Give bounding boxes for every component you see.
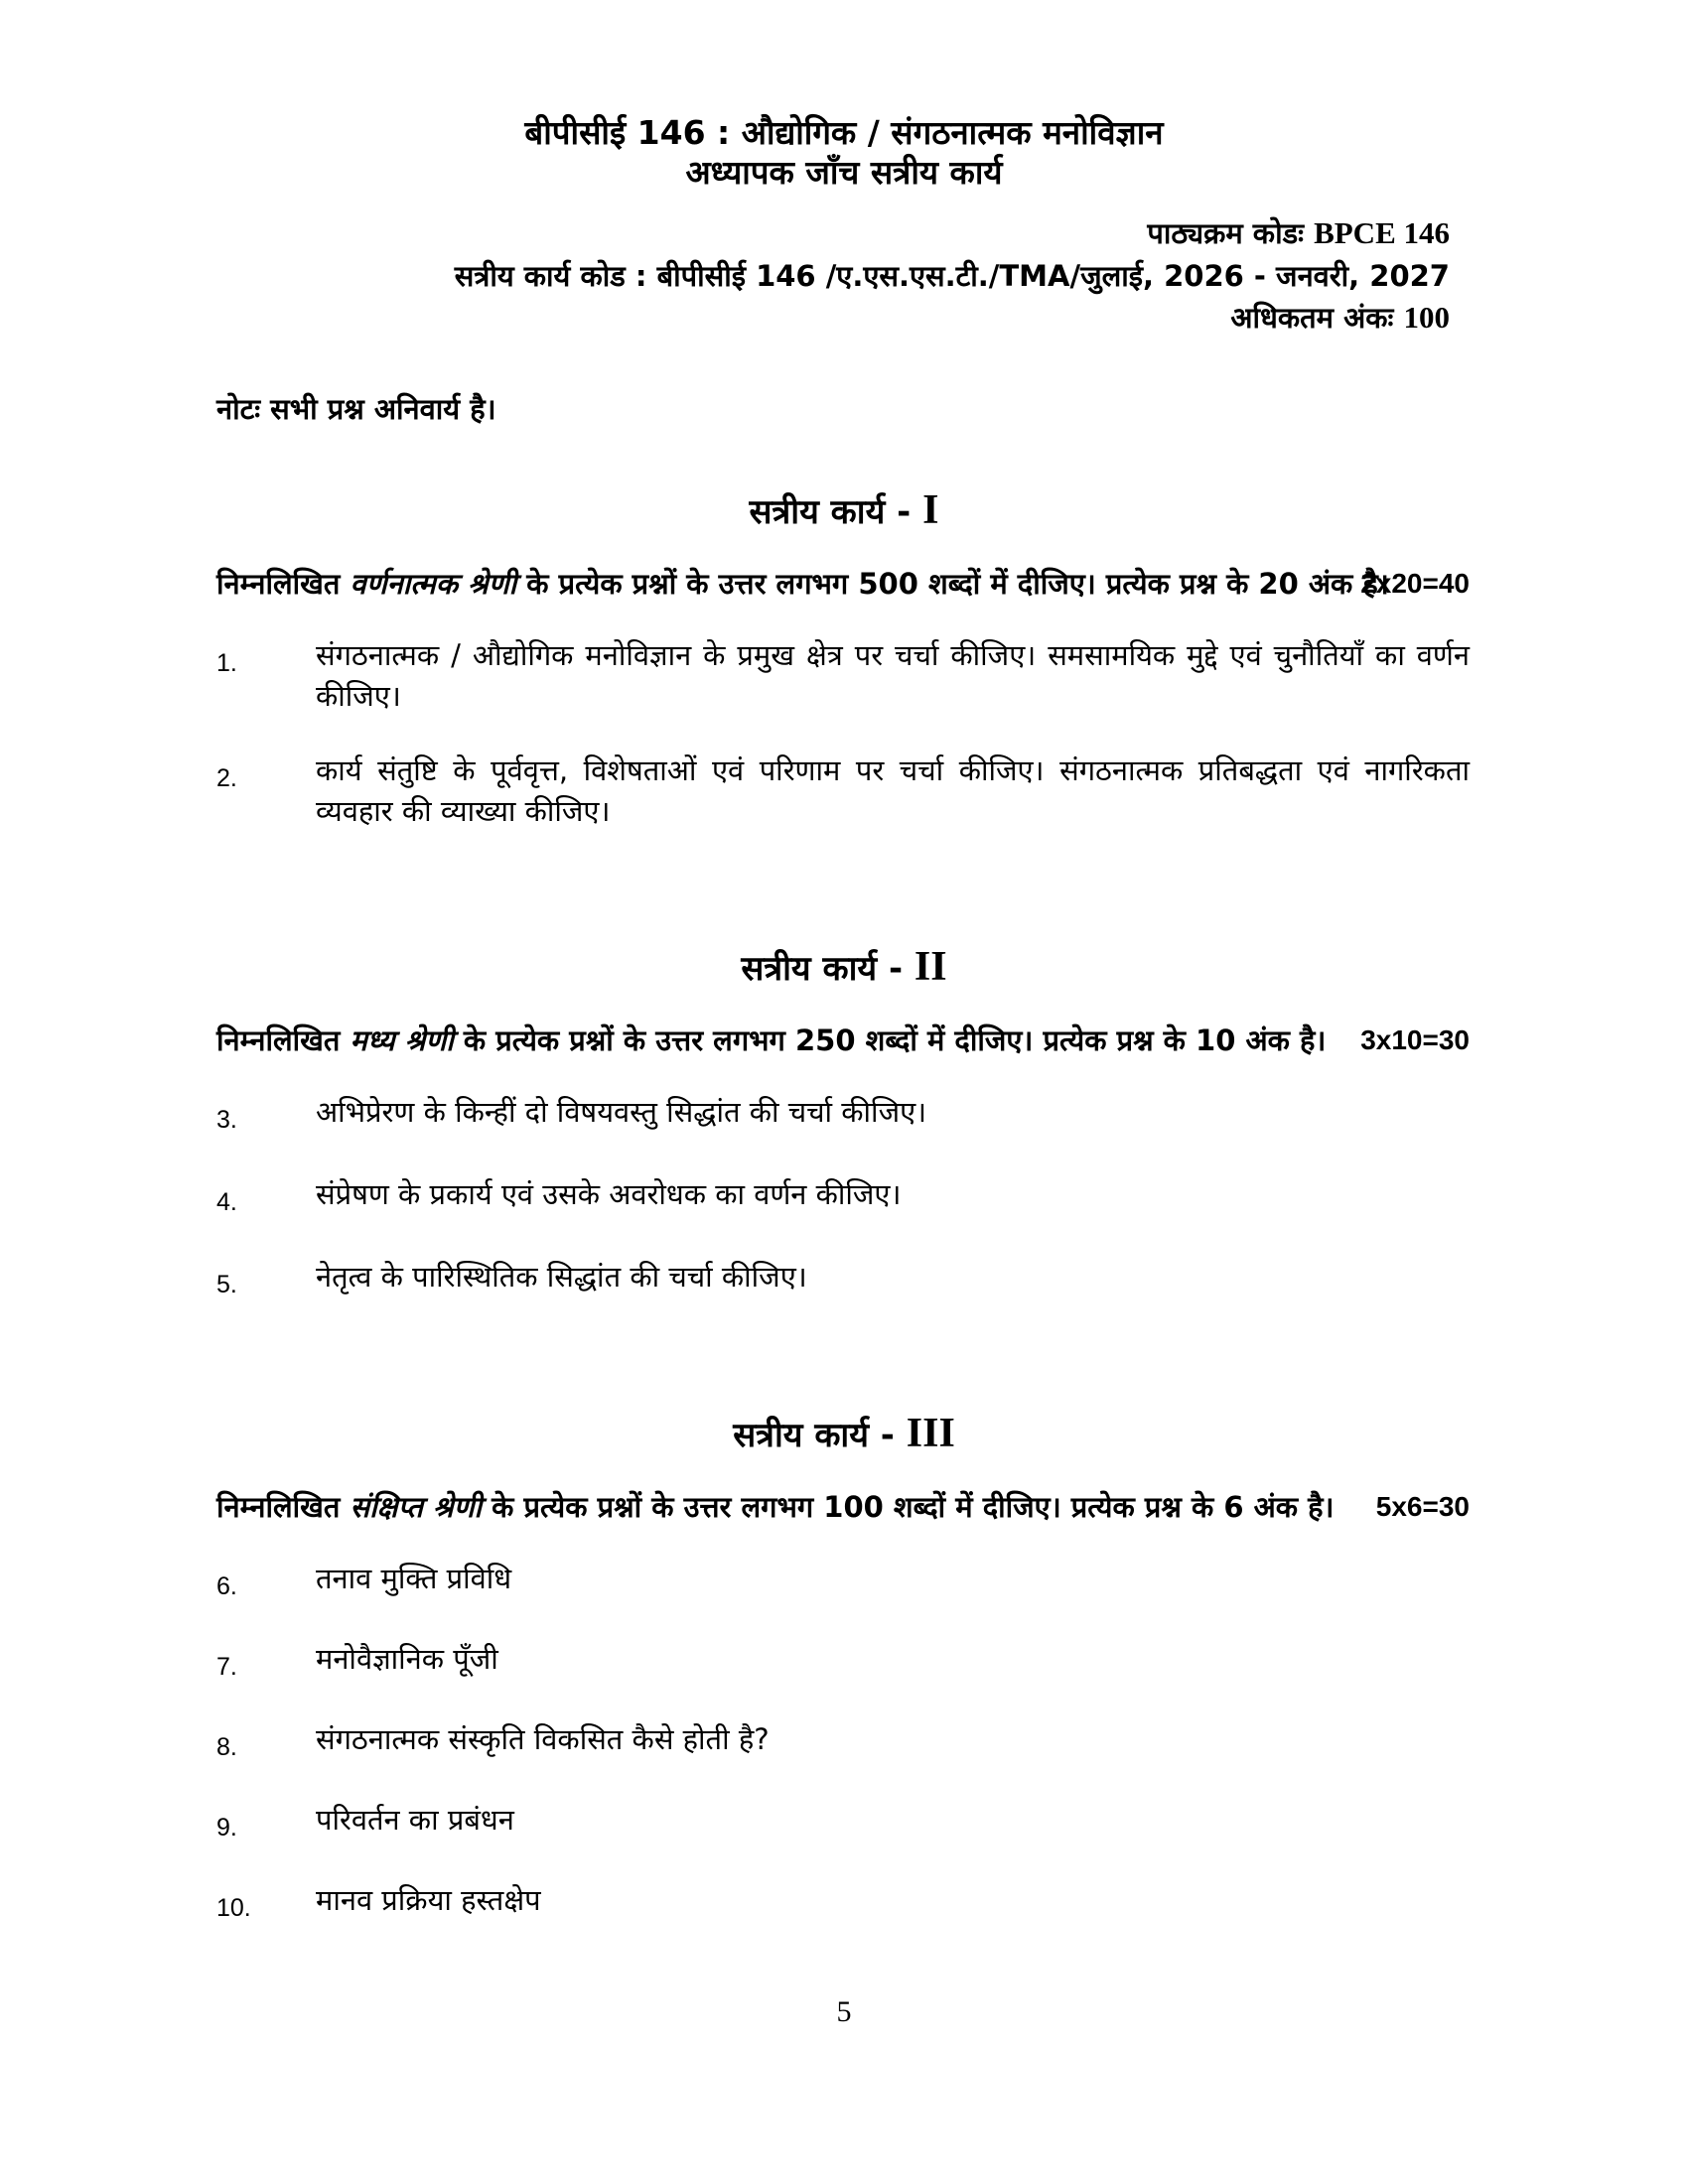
document-subtitle: अध्यापक जाँच सत्रीय कार्य <box>685 153 1003 192</box>
section-marks: 3x10=30 <box>1360 1024 1470 1055</box>
section-roman-numeral: III <box>906 1411 955 1456</box>
section-instructions <box>216 562 1470 606</box>
question-number: 9. <box>216 1814 237 1842</box>
section-roman-numeral: II <box>914 944 947 990</box>
question-item <box>216 1257 1470 1305</box>
section-heading-label: सत्रीय कार्य - <box>741 949 904 989</box>
question-number: 10. <box>216 1894 251 1922</box>
question-text: मनोवैज्ञानिक पूँजी <box>316 1642 498 1676</box>
max-marks-label: अधिकतम अंकः <box>1230 301 1394 335</box>
course-code: BPCE 146 <box>1314 215 1450 250</box>
question-item <box>216 1559 1470 1607</box>
question-number: 3. <box>216 1106 237 1134</box>
question-number: 1. <box>216 649 237 677</box>
section-marks: 5x6=30 <box>1375 1491 1470 1522</box>
section-heading-label: सत्रीय कार्य - <box>733 1416 895 1455</box>
section-roman-numeral: I <box>922 487 939 533</box>
assignment-code: बीपीसीई 146 /ए.एस.एस.टी./TMA/जुलाई, 2026 - जनवरी, 2027 <box>656 259 1450 293</box>
page-number: 5 <box>836 1995 852 2028</box>
question-item <box>216 1174 1470 1223</box>
max-marks: 100 <box>1403 300 1450 335</box>
section-1 <box>0 486 1688 866</box>
question-number: 5. <box>216 1271 237 1298</box>
section-2 <box>0 943 1688 1339</box>
question-number: 7. <box>216 1653 237 1681</box>
section-heading <box>0 486 1688 534</box>
section-3 <box>0 1410 1688 1961</box>
instr-category: मध्य श्रेणी <box>350 1024 454 1057</box>
question-item <box>216 1639 1470 1688</box>
section-instructions <box>216 1019 1470 1062</box>
question-item <box>216 635 1470 717</box>
instr-prefix: निम्नलिखित <box>216 1024 341 1057</box>
question-text: नेतृत्व के पारिस्थितिक सिद्धांत की चर्चा कीजिए। <box>316 1260 807 1294</box>
section-heading <box>0 1410 1688 1457</box>
question-list <box>216 1559 1470 1929</box>
question-text: अभिप्रेरण के किन्हीं दो विषयवस्तु सिद्धांत की चर्चा कीजिए। <box>316 1095 927 1129</box>
question-text: संगठनात्मक संस्कृति विकसित कैसे होती है? <box>316 1722 770 1756</box>
instr-suffix: के प्रत्येक प्रश्नों के उत्तर लगभग 500 शब्दों में दीजिए। प्रत्येक प्रश्न के 20 अंक है। <box>526 567 1389 601</box>
question-text: परिवर्तन का प्रबंधन <box>316 1803 514 1837</box>
course-code-line <box>1147 213 1450 252</box>
question-item <box>216 1719 1470 1768</box>
instr-category: संक्षिप्त श्रेणी <box>350 1490 483 1524</box>
question-list <box>216 635 1470 832</box>
question-number: 6. <box>216 1572 237 1600</box>
question-text: मानव प्रक्रिया हस्तक्षेप <box>316 1883 541 1917</box>
instr-prefix: निम्नलिखित <box>216 567 341 601</box>
question-text: तनाव मुक्ति प्रविधि <box>316 1562 512 1595</box>
question-list <box>216 1092 1470 1305</box>
instr-prefix: निम्नलिखित <box>216 1490 341 1524</box>
instr-category: वर्णनात्मक श्रेणी <box>350 567 517 601</box>
question-item <box>216 1800 1470 1848</box>
question-item <box>216 1880 1470 1929</box>
section-heading <box>0 943 1688 991</box>
assignment-code-label: सत्रीय कार्य कोड : <box>454 259 647 293</box>
question-item <box>216 1092 1470 1141</box>
question-item <box>216 751 1470 832</box>
course-code-label: पाठ्यक्रम कोडः <box>1147 216 1304 250</box>
document-title: बीपीसीई 146 : औद्योगिक / संगठनात्मक मनोविज्ञान <box>524 113 1164 152</box>
question-text: संप्रेषण के प्रकार्य एवं उसके अवरोधक का वर्णन कीजिए। <box>316 1177 902 1211</box>
instr-suffix: के प्रत्येक प्रश्नों के उत्तर लगभग 250 शब्दों में दीजिए। प्रत्येक प्रश्न के 10 अंक है। <box>463 1024 1327 1057</box>
question-number: 8. <box>216 1733 237 1761</box>
question-text: कार्य संतुष्टि के पूर्ववृत्त, विशेषताओं एवं परिणाम पर चर्चा कीजिए। संगठनात्मक प्रतिबद्धता एवं नागरिकता व्यवहार की व्याख्या कीजिए। <box>316 753 1470 828</box>
question-number: 4. <box>216 1188 237 1216</box>
instr-suffix: के प्रत्येक प्रश्नों के उत्तर लगभग 100 शब्दों में दीजिए। प्रत्येक प्रश्न के 6 अंक है। <box>492 1490 1335 1524</box>
max-marks-line <box>1230 298 1450 337</box>
question-text: संगठनात्मक / औद्योगिक मनोविज्ञान के प्रमुख क्षेत्र पर चर्चा कीजिए। समसामयिक मुद्दे एवं चुनौतियाँ का वर्णन कीजिए। <box>316 638 1470 713</box>
section-instructions <box>216 1485 1470 1529</box>
note: नोटः सभी प्रश्न अनिवार्य है। <box>216 392 496 426</box>
section-marks: 2x20=40 <box>1360 568 1470 599</box>
assignment-code-line <box>455 256 1450 295</box>
section-heading-label: सत्रीय कार्य - <box>749 492 912 532</box>
question-number: 2. <box>216 764 237 792</box>
